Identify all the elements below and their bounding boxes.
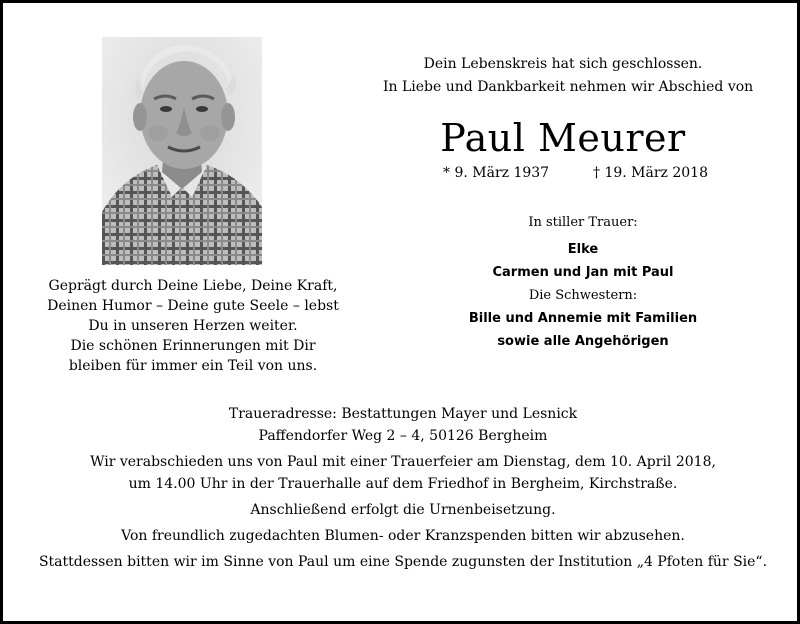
- intro-line: Dein Lebenskreis hat sich geschlossen.: [423, 56, 703, 72]
- intro-line: In Liebe und Dankbarkeit nehmen wir Abschied von: [383, 79, 754, 95]
- deceased-name: Paul Meurer: [440, 116, 686, 160]
- funeral-details: [13, 403, 793, 573]
- ceremony-line: um 14.00 Uhr in der Trauerhalle auf dem Friedhof in Bergheim, Kirchstraße.: [128, 476, 678, 492]
- mourner-name: Carmen und Jan mit Paul: [492, 265, 674, 280]
- mourners-block: [383, 211, 783, 353]
- portrait-photo-icon: [102, 37, 262, 265]
- mourners-heading: In stiller Trauer:: [528, 215, 638, 230]
- mourner-name: sowie alle Angehörigen: [497, 334, 669, 349]
- address-line: Paffendorfer Weg 2 – 4, 50126 Bergheim: [258, 428, 548, 444]
- ceremony-line: Wir verabschieden uns von Paul mit einer Trauerfeier am Dienstag, dem 10. April 2018,: [90, 454, 716, 470]
- motto-line: bleiben für immer ein Teil von uns.: [68, 358, 318, 374]
- motto-line: Die schönen Erinnerungen mit Dir: [70, 338, 316, 354]
- motto-line: Du in unseren Herzen weiter.: [88, 318, 298, 334]
- sisters-heading: Die Schwestern:: [528, 288, 638, 303]
- mourner-name: Elke: [567, 242, 599, 257]
- flowers-line: Von freundlich zugedachten Blumen- oder Kranzspenden bitten wir abzusehen.: [121, 528, 685, 544]
- donation-line: Stattdessen bitten wir im Sinne von Paul um eine Spende zugunsten der Institution „4 Pfoten für Sie“.: [38, 554, 768, 570]
- urn-burial-line: Anschließend erfolgt die Urnenbeisetzung.: [250, 502, 556, 518]
- mourner-name: Bille und Annemie mit Familien: [468, 311, 698, 326]
- intro-text: [383, 53, 754, 99]
- portrait-photo: [102, 37, 262, 265]
- motto-line: Deinen Humor – Deine gute Seele – lebst: [47, 298, 339, 314]
- birth-date: * 9. März 1937: [443, 165, 550, 181]
- motto-verse: [23, 276, 363, 376]
- motto-line: Geprägt durch Deine Liebe, Deine Kraft,: [48, 278, 338, 294]
- death-date: † 19. März 2018: [593, 165, 708, 181]
- address-line: Traueradresse: Bestattungen Mayer und Lesnick: [228, 406, 578, 422]
